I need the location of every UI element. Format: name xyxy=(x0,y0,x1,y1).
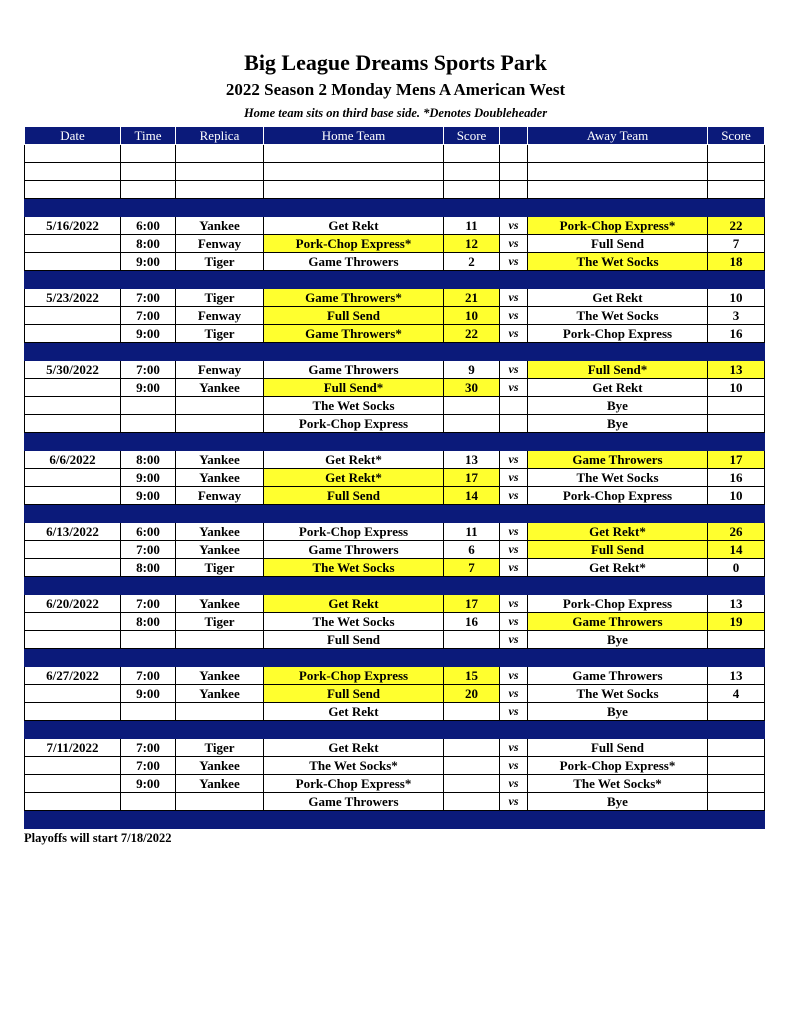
game-time: 7:00 xyxy=(121,739,176,757)
week-separator xyxy=(25,199,765,217)
away-score: 10 xyxy=(708,289,765,307)
vs-label xyxy=(500,415,528,433)
game-date: 5/30/2022 xyxy=(25,361,121,379)
game-replica: Tiger xyxy=(176,253,264,271)
week-separator xyxy=(25,271,765,289)
vs-label: vs xyxy=(500,523,528,541)
away-score xyxy=(708,793,765,811)
col-header-replica: Replica xyxy=(176,127,264,145)
away-score: 19 xyxy=(708,613,765,631)
away-score: 22 xyxy=(708,217,765,235)
game-row xyxy=(25,307,765,325)
game-date xyxy=(25,757,121,775)
away-team: Full Send* xyxy=(528,361,708,379)
game-date xyxy=(25,253,121,271)
col-header-time: Time xyxy=(121,127,176,145)
game-row xyxy=(25,289,765,307)
vs-label: vs xyxy=(500,775,528,793)
away-team: Pork-Chop Express xyxy=(528,487,708,505)
game-time: 6:00 xyxy=(121,217,176,235)
away-team: Get Rekt* xyxy=(528,523,708,541)
game-time: 9:00 xyxy=(121,379,176,397)
home-score: 16 xyxy=(444,613,500,631)
game-date xyxy=(25,613,121,631)
home-score: 9 xyxy=(444,361,500,379)
game-row xyxy=(25,253,765,271)
home-team: The Wet Socks xyxy=(264,559,444,577)
vs-label: vs xyxy=(500,595,528,613)
game-replica: Yankee xyxy=(176,217,264,235)
week-separator xyxy=(25,811,765,829)
game-row xyxy=(25,757,765,775)
game-row xyxy=(25,703,765,721)
game-replica: Yankee xyxy=(176,541,264,559)
game-replica: Yankee xyxy=(176,451,264,469)
week-separator xyxy=(25,721,765,739)
vs-label: vs xyxy=(500,685,528,703)
col-header-date: Date xyxy=(25,127,121,145)
home-team: Pork-Chop Express xyxy=(264,667,444,685)
page-title: Big League Dreams Sports Park xyxy=(244,50,547,75)
away-score: 14 xyxy=(708,541,765,559)
week-separator xyxy=(25,577,765,595)
col-header-home-team: Home Team xyxy=(264,127,444,145)
schedule-body xyxy=(25,145,765,829)
game-replica xyxy=(176,703,264,721)
vs-label xyxy=(500,397,528,415)
away-team: Bye xyxy=(528,415,708,433)
vs-label: vs xyxy=(500,307,528,325)
game-date xyxy=(25,379,121,397)
home-score: 17 xyxy=(444,595,500,613)
home-score: 14 xyxy=(444,487,500,505)
game-row xyxy=(25,487,765,505)
game-time: 9:00 xyxy=(121,775,176,793)
game-row xyxy=(25,325,765,343)
away-score: 10 xyxy=(708,487,765,505)
home-team: Game Throwers* xyxy=(264,289,444,307)
game-replica: Yankee xyxy=(176,379,264,397)
game-replica: Fenway xyxy=(176,487,264,505)
away-score xyxy=(708,415,765,433)
game-date xyxy=(25,685,121,703)
away-team: Get Rekt xyxy=(528,289,708,307)
game-row xyxy=(25,469,765,487)
game-replica: Tiger xyxy=(176,325,264,343)
game-time: 9:00 xyxy=(121,469,176,487)
game-time: 9:00 xyxy=(121,487,176,505)
game-row xyxy=(25,631,765,649)
playoffs-note: Playoffs will start 7/18/2022 xyxy=(24,831,172,845)
game-replica xyxy=(176,415,264,433)
week-separator xyxy=(25,433,765,451)
away-team: Bye xyxy=(528,793,708,811)
home-score: 11 xyxy=(444,523,500,541)
game-row xyxy=(25,451,765,469)
game-replica: Tiger xyxy=(176,613,264,631)
away-team: Bye xyxy=(528,397,708,415)
week-separator xyxy=(25,505,765,523)
game-date: 6/20/2022 xyxy=(25,595,121,613)
home-score xyxy=(444,397,500,415)
vs-label: vs xyxy=(500,217,528,235)
game-date xyxy=(25,559,121,577)
game-time: 8:00 xyxy=(121,451,176,469)
away-team: Get Rekt xyxy=(528,379,708,397)
vs-label: vs xyxy=(500,757,528,775)
page-subtitle: 2022 Season 2 Monday Mens A American West xyxy=(225,80,566,99)
vs-label: vs xyxy=(500,253,528,271)
blank-row xyxy=(25,181,765,199)
home-score: 13 xyxy=(444,451,500,469)
game-time: 9:00 xyxy=(121,253,176,271)
game-date xyxy=(25,541,121,559)
game-date: 6/6/2022 xyxy=(25,451,121,469)
home-score: 15 xyxy=(444,667,500,685)
game-time: 7:00 xyxy=(121,541,176,559)
home-team: Game Throwers* xyxy=(264,325,444,343)
table-header-row xyxy=(25,127,765,145)
col-header-away-score: Score xyxy=(708,127,765,145)
vs-label: vs xyxy=(500,235,528,253)
home-score xyxy=(444,703,500,721)
away-score: 26 xyxy=(708,523,765,541)
home-team: Get Rekt xyxy=(264,595,444,613)
away-team: Pork-Chop Express* xyxy=(528,757,708,775)
home-team: Get Rekt xyxy=(264,217,444,235)
vs-label: vs xyxy=(500,559,528,577)
game-replica: Yankee xyxy=(176,667,264,685)
away-score: 10 xyxy=(708,379,765,397)
game-time: 8:00 xyxy=(121,559,176,577)
home-team: Get Rekt* xyxy=(264,451,444,469)
game-replica: Fenway xyxy=(176,235,264,253)
game-row xyxy=(25,685,765,703)
home-score xyxy=(444,739,500,757)
vs-label: vs xyxy=(500,379,528,397)
home-score: 30 xyxy=(444,379,500,397)
vs-label: vs xyxy=(500,361,528,379)
week-separator xyxy=(25,649,765,667)
away-score: 17 xyxy=(708,451,765,469)
game-row xyxy=(25,523,765,541)
home-team: Get Rekt* xyxy=(264,469,444,487)
home-score: 21 xyxy=(444,289,500,307)
game-replica: Tiger xyxy=(176,739,264,757)
away-team: The Wet Socks xyxy=(528,307,708,325)
home-team: Full Send xyxy=(264,685,444,703)
game-date xyxy=(25,775,121,793)
home-score: 20 xyxy=(444,685,500,703)
blank-row xyxy=(25,163,765,181)
game-row xyxy=(25,361,765,379)
home-score: 11 xyxy=(444,217,500,235)
game-replica: Fenway xyxy=(176,307,264,325)
game-replica: Yankee xyxy=(176,775,264,793)
week-separator xyxy=(25,343,765,361)
away-score xyxy=(708,397,765,415)
home-score: 12 xyxy=(444,235,500,253)
home-team: Pork-Chop Express xyxy=(264,523,444,541)
game-time: 6:00 xyxy=(121,523,176,541)
home-score: 10 xyxy=(444,307,500,325)
game-row xyxy=(25,667,765,685)
schedule-note: Home team sits on third base side. *Denotes Doubleheader xyxy=(243,106,548,120)
game-date xyxy=(25,469,121,487)
vs-label: vs xyxy=(500,703,528,721)
schedule-table xyxy=(24,126,765,829)
vs-label: vs xyxy=(500,793,528,811)
home-score xyxy=(444,415,500,433)
away-score xyxy=(708,703,765,721)
away-score: 13 xyxy=(708,595,765,613)
col-header-vs xyxy=(500,127,528,145)
away-team: Full Send xyxy=(528,541,708,559)
game-date xyxy=(25,487,121,505)
away-team: Full Send xyxy=(528,235,708,253)
away-score: 16 xyxy=(708,325,765,343)
away-score: 4 xyxy=(708,685,765,703)
away-team: Pork-Chop Express* xyxy=(528,217,708,235)
game-date: 6/27/2022 xyxy=(25,667,121,685)
home-team: Get Rekt xyxy=(264,703,444,721)
game-time: 7:00 xyxy=(121,595,176,613)
game-row xyxy=(25,559,765,577)
game-time xyxy=(121,703,176,721)
game-replica: Yankee xyxy=(176,685,264,703)
away-score xyxy=(708,739,765,757)
home-score xyxy=(444,631,500,649)
game-time: 7:00 xyxy=(121,667,176,685)
game-time xyxy=(121,415,176,433)
game-time xyxy=(121,793,176,811)
game-row xyxy=(25,595,765,613)
home-score: 2 xyxy=(444,253,500,271)
home-team: Pork-Chop Express* xyxy=(264,775,444,793)
game-replica: Yankee xyxy=(176,469,264,487)
away-team: Game Throwers xyxy=(528,667,708,685)
away-team: Game Throwers xyxy=(528,613,708,631)
col-header-away-team: Away Team xyxy=(528,127,708,145)
game-replica: Tiger xyxy=(176,559,264,577)
game-time: 7:00 xyxy=(121,757,176,775)
away-team: Pork-Chop Express xyxy=(528,595,708,613)
home-score: 22 xyxy=(444,325,500,343)
blank-row xyxy=(25,145,765,163)
game-time xyxy=(121,631,176,649)
away-score xyxy=(708,631,765,649)
away-team: Pork-Chop Express xyxy=(528,325,708,343)
vs-label: vs xyxy=(500,631,528,649)
game-date: 6/13/2022 xyxy=(25,523,121,541)
game-row xyxy=(25,775,765,793)
game-replica xyxy=(176,397,264,415)
game-date xyxy=(25,325,121,343)
game-row xyxy=(25,739,765,757)
game-replica xyxy=(176,793,264,811)
home-team: Game Throwers xyxy=(264,361,444,379)
away-team: The Wet Socks xyxy=(528,685,708,703)
home-team: Game Throwers xyxy=(264,793,444,811)
away-team: The Wet Socks xyxy=(528,469,708,487)
away-score: 13 xyxy=(708,667,765,685)
home-score: 17 xyxy=(444,469,500,487)
game-replica: Yankee xyxy=(176,595,264,613)
home-score xyxy=(444,793,500,811)
game-replica: Yankee xyxy=(176,523,264,541)
away-score: 13 xyxy=(708,361,765,379)
game-row xyxy=(25,397,765,415)
away-score: 0 xyxy=(708,559,765,577)
game-time: 7:00 xyxy=(121,307,176,325)
game-time: 7:00 xyxy=(121,289,176,307)
game-replica: Fenway xyxy=(176,361,264,379)
away-team: Bye xyxy=(528,703,708,721)
game-date xyxy=(25,631,121,649)
home-team: Full Send xyxy=(264,487,444,505)
away-score: 3 xyxy=(708,307,765,325)
game-date xyxy=(25,703,121,721)
col-header-home-score: Score xyxy=(444,127,500,145)
game-date xyxy=(25,307,121,325)
vs-label: vs xyxy=(500,289,528,307)
game-time: 9:00 xyxy=(121,685,176,703)
away-team: Bye xyxy=(528,631,708,649)
game-date xyxy=(25,397,121,415)
game-date: 7/11/2022 xyxy=(25,739,121,757)
home-team: Full Send xyxy=(264,631,444,649)
vs-label: vs xyxy=(500,541,528,559)
game-row xyxy=(25,217,765,235)
game-replica: Yankee xyxy=(176,757,264,775)
home-team: Game Throwers xyxy=(264,541,444,559)
game-time: 9:00 xyxy=(121,325,176,343)
away-score: 18 xyxy=(708,253,765,271)
vs-label: vs xyxy=(500,739,528,757)
away-team: Full Send xyxy=(528,739,708,757)
away-team: Get Rekt* xyxy=(528,559,708,577)
vs-label: vs xyxy=(500,451,528,469)
home-team: Full Send xyxy=(264,307,444,325)
away-team: The Wet Socks xyxy=(528,253,708,271)
game-time: 7:00 xyxy=(121,361,176,379)
home-score xyxy=(444,757,500,775)
home-score: 6 xyxy=(444,541,500,559)
away-score: 7 xyxy=(708,235,765,253)
game-replica: Tiger xyxy=(176,289,264,307)
game-row xyxy=(25,235,765,253)
vs-label: vs xyxy=(500,487,528,505)
home-team: Get Rekt xyxy=(264,739,444,757)
home-team: The Wet Socks xyxy=(264,397,444,415)
home-team: The Wet Socks xyxy=(264,613,444,631)
home-team: Pork-Chop Express* xyxy=(264,235,444,253)
vs-label: vs xyxy=(500,325,528,343)
game-row xyxy=(25,541,765,559)
game-row xyxy=(25,415,765,433)
game-date xyxy=(25,415,121,433)
home-team: Pork-Chop Express xyxy=(264,415,444,433)
game-date: 5/23/2022 xyxy=(25,289,121,307)
game-row xyxy=(25,379,765,397)
vs-label: vs xyxy=(500,613,528,631)
game-time: 8:00 xyxy=(121,235,176,253)
away-team: Game Throwers xyxy=(528,451,708,469)
away-team: The Wet Socks* xyxy=(528,775,708,793)
game-date xyxy=(25,235,121,253)
vs-label: vs xyxy=(500,667,528,685)
away-score xyxy=(708,775,765,793)
home-score: 7 xyxy=(444,559,500,577)
away-score: 16 xyxy=(708,469,765,487)
game-date xyxy=(25,793,121,811)
home-score xyxy=(444,775,500,793)
vs-label: vs xyxy=(500,469,528,487)
away-score xyxy=(708,757,765,775)
game-replica xyxy=(176,631,264,649)
home-team: Full Send* xyxy=(264,379,444,397)
game-time xyxy=(121,397,176,415)
home-team: Game Throwers xyxy=(264,253,444,271)
game-row xyxy=(25,613,765,631)
home-team: The Wet Socks* xyxy=(264,757,444,775)
game-time: 8:00 xyxy=(121,613,176,631)
game-row xyxy=(25,793,765,811)
game-date: 5/16/2022 xyxy=(25,217,121,235)
